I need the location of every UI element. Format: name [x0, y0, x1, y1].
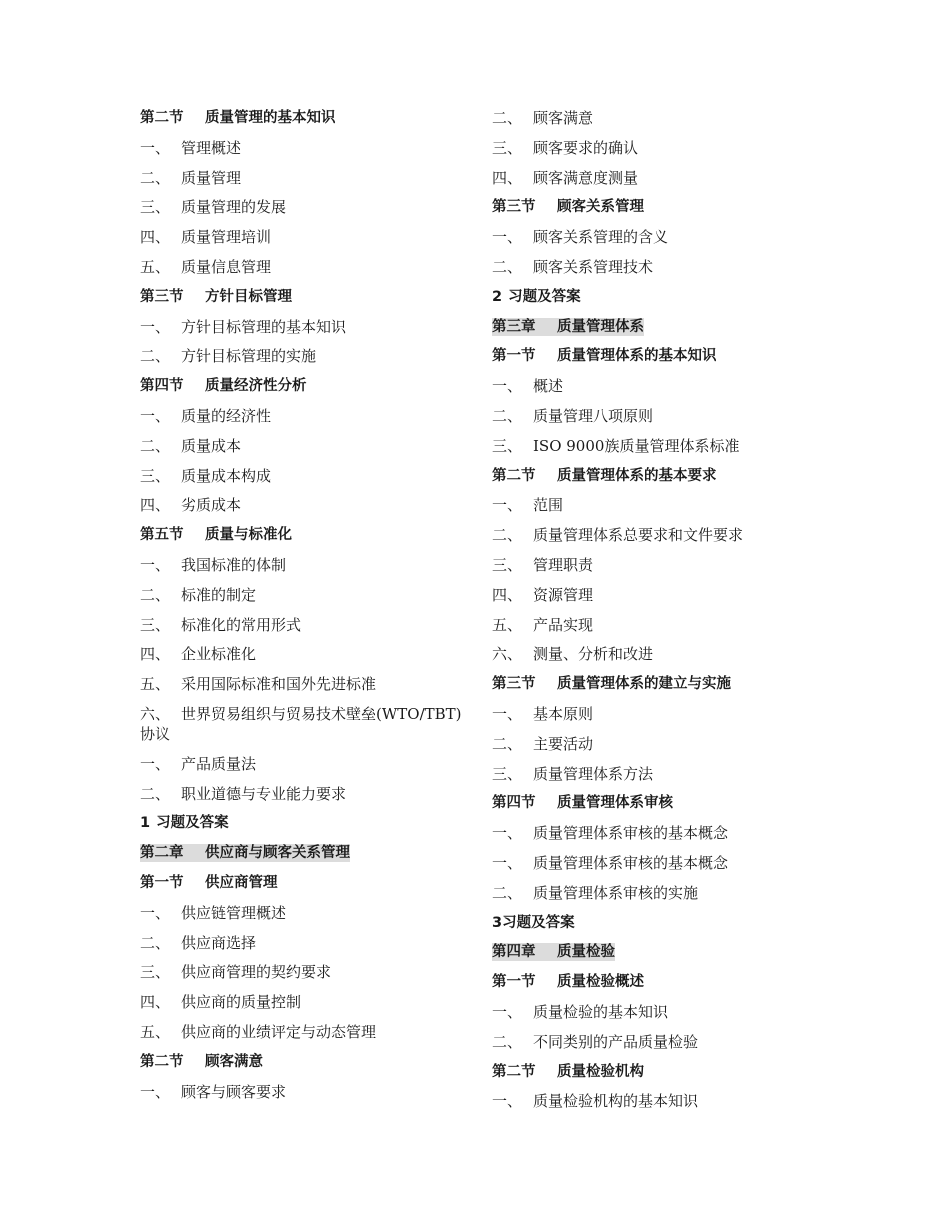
entry-title: 方针目标管理	[205, 288, 292, 305]
entry-number: 二、	[140, 168, 171, 187]
chapter-highlight	[492, 318, 644, 336]
toc-item	[492, 436, 792, 456]
entry-number: 第三节	[492, 199, 536, 216]
toc-item	[140, 168, 475, 188]
entry-title: 供应商的业绩评定与动态管理	[181, 1022, 377, 1041]
entry-title: 方针目标管理的基本知识	[181, 317, 347, 336]
toc-item	[140, 674, 475, 694]
toc-item	[492, 883, 792, 903]
toc-item	[140, 227, 475, 247]
toc-item	[140, 754, 475, 774]
entry-title: 质量管理八项原则	[533, 406, 654, 425]
entry-number: 二、	[140, 585, 171, 604]
toc-item	[492, 525, 792, 545]
toc-item	[140, 992, 475, 1012]
entry-title: 习题及答案	[508, 288, 581, 305]
entry-title: 供应商管理的契约要求	[181, 963, 332, 982]
entry-title: 供应商选择	[181, 933, 257, 952]
entry-number: 二、	[492, 734, 523, 753]
toc-item	[492, 168, 792, 188]
chapter-heading	[140, 843, 475, 863]
toc-item	[140, 406, 475, 426]
entry-number: 六、	[492, 645, 523, 664]
entry-number: 第五节	[140, 527, 184, 544]
entry-title: 顾客关系管理的含义	[533, 228, 669, 247]
entry-title: 供应商的质量控制	[181, 993, 302, 1012]
entry-title: 基本原则	[533, 704, 594, 723]
entry-title: 企业标准化	[181, 645, 257, 664]
toc-item	[140, 317, 475, 337]
entry-title: 质量信息管理	[181, 257, 272, 276]
entry-number: 二、	[492, 883, 523, 902]
entry-title: 顾客要求的确认	[533, 138, 639, 157]
entry-number: 一、	[140, 754, 171, 773]
entry-number: 第二节	[140, 1053, 184, 1070]
chapter-highlight	[140, 844, 350, 862]
entry-title: 质量管理体系审核的基本概念	[533, 824, 729, 843]
entry-number: 第一节	[140, 874, 184, 891]
entry-title: 采用国际标准和国外先进标准	[181, 675, 377, 694]
entry-number: 一、	[492, 228, 523, 247]
entry-title: 质量管理	[181, 168, 242, 187]
entry-number: 1	[140, 815, 151, 832]
entry-title: 质量管理体系的基本要求	[557, 467, 717, 484]
entry-title: 质量管理体系	[557, 318, 644, 335]
entry-number: 五、	[492, 615, 523, 634]
toc-item	[140, 1022, 475, 1042]
entry-number: 一、	[492, 1092, 523, 1111]
entry-number: 一、	[492, 704, 523, 723]
chapter-highlight	[492, 943, 615, 961]
toc-item	[492, 1002, 792, 1022]
entry-title: 主要活动	[533, 734, 594, 753]
toc-item	[492, 555, 792, 575]
entry-number: 一、	[140, 406, 171, 425]
entry-number: 四、	[140, 496, 171, 515]
entry-title: 质量检验机构	[557, 1063, 644, 1080]
section-heading	[492, 793, 792, 813]
toc-item	[140, 644, 475, 664]
entry-number: 六、	[140, 704, 171, 723]
entry-title: 测量、分析和改进	[533, 645, 654, 664]
toc-item	[492, 406, 792, 426]
toc-item	[492, 1032, 792, 1052]
entry-number: 三、	[492, 555, 523, 574]
entry-title: 质量与标准化	[205, 527, 292, 544]
entry-number: 第三章	[492, 318, 536, 335]
entry-title: 劣质成本	[181, 496, 242, 515]
exercise-heading	[492, 913, 792, 933]
entry-title: 质量经济性分析	[205, 378, 307, 395]
entry-number: 二、	[492, 109, 523, 127]
entry-number: 二、	[140, 436, 171, 455]
entry-title: 标准化的常用形式	[181, 615, 302, 634]
entry-number: 第二节	[492, 467, 536, 484]
entry-number: 二、	[492, 526, 523, 545]
chapter-heading	[492, 317, 792, 337]
entry-title: 职业道德与专业能力要求	[181, 784, 347, 803]
toc-item	[140, 495, 475, 515]
entry-number: 二、	[140, 933, 171, 952]
entry-number: 第二章	[140, 845, 184, 862]
entry-title: 产品实现	[533, 615, 594, 634]
entry-number: 第二节	[140, 110, 184, 126]
section-heading	[492, 197, 792, 217]
entry-title: ISO 9000族质量管理体系标准	[533, 436, 740, 455]
entry-number: 三、	[140, 963, 171, 982]
toc-item	[492, 764, 792, 784]
entry-number: 一、	[140, 555, 171, 574]
toc-item	[140, 257, 475, 277]
entry-title: 顾客关系管理技术	[533, 257, 654, 276]
section-heading	[140, 376, 475, 396]
entry-title: 产品质量法	[181, 754, 257, 773]
toc-item	[140, 436, 475, 456]
entry-title: 概述	[533, 377, 564, 396]
entry-number: 三、	[492, 764, 523, 783]
entry-number: 四、	[140, 228, 171, 247]
entry-title: 质量成本	[181, 436, 242, 455]
entry-title: 标准的制定	[181, 585, 257, 604]
toc-item	[492, 1091, 792, 1111]
toc-item	[140, 346, 475, 366]
entry-title: 质量管理体系总要求和文件要求	[533, 526, 744, 545]
entry-number: 3	[492, 914, 503, 931]
entry-title: 质量管理体系的建立与实施	[557, 676, 731, 693]
entry-number: 2	[492, 288, 503, 305]
entry-number: 五、	[140, 1022, 171, 1041]
entry-number: 三、	[140, 615, 171, 634]
entry-title: 质量管理的发展	[181, 198, 287, 217]
entry-title: 质量管理的基本知识	[205, 110, 336, 126]
section-heading	[140, 108, 475, 128]
section-heading	[140, 873, 475, 893]
toc-item	[140, 1082, 475, 1102]
entry-title: 供应商与顾客关系管理	[205, 845, 350, 862]
entry-title: 质量管理培训	[181, 228, 272, 247]
entry-number: 第一节	[492, 974, 536, 991]
toc-item	[140, 784, 475, 804]
toc-item	[492, 823, 792, 843]
entry-title: 质量检验概述	[557, 974, 644, 991]
entry-number: 一、	[140, 317, 171, 336]
entry-number: 一、	[492, 1002, 523, 1021]
toc-item	[492, 376, 792, 396]
entry-title: 质量管理体系审核的基本概念	[533, 853, 729, 872]
entry-title: 资源管理	[533, 585, 594, 604]
entry-number: 一、	[492, 853, 523, 872]
entry-number: 第四章	[492, 944, 536, 961]
chapter-heading	[492, 942, 792, 962]
toc-item	[492, 227, 792, 247]
entry-title: 质量检验机构的基本知识	[533, 1092, 699, 1111]
entry-title: 顾客满意	[533, 109, 594, 127]
entry-number: 五、	[140, 675, 171, 694]
section-heading	[492, 346, 792, 366]
entry-number: 第二节	[492, 1063, 536, 1080]
toc-item	[492, 108, 792, 128]
entry-number: 四、	[140, 993, 171, 1012]
entry-number: 第四节	[140, 378, 184, 395]
section-heading	[492, 674, 792, 694]
entry-title: 习题及答案	[502, 914, 575, 931]
entry-number: 一、	[492, 377, 523, 396]
toc-item	[492, 257, 792, 277]
entry-number: 三、	[140, 198, 171, 217]
toc-item	[492, 853, 792, 873]
entry-title: 方针目标管理的实施	[181, 347, 317, 366]
entry-number: 第三节	[140, 288, 184, 305]
entry-title: 顾客满意度测量	[533, 168, 639, 187]
toc-item	[492, 734, 792, 754]
entry-title: 顾客关系管理	[557, 199, 644, 216]
entry-title: 质量管理体系方法	[533, 764, 654, 783]
toc-item	[140, 466, 475, 486]
entry-number: 二、	[140, 347, 171, 366]
section-heading	[140, 1052, 475, 1072]
entry-title: 顾客与顾客要求	[181, 1082, 287, 1101]
entry-number: 五、	[140, 257, 171, 276]
entry-title: 质量管理体系审核	[557, 795, 673, 812]
entry-number: 第四节	[492, 795, 536, 812]
entry-number: 一、	[492, 496, 523, 515]
toc-item	[140, 197, 475, 217]
entry-number: 二、	[140, 784, 171, 803]
entry-title: 质量管理体系的基本知识	[557, 348, 717, 365]
entry-title: 质量检验	[557, 944, 615, 961]
entry-number: 第三节	[492, 676, 536, 693]
entry-title: 习题及答案	[156, 815, 229, 832]
toc-item	[140, 615, 475, 635]
entry-number: 二、	[492, 1032, 523, 1051]
toc-item	[140, 585, 475, 605]
entry-number: 三、	[140, 466, 171, 485]
toc-item	[140, 555, 475, 575]
entry-number: 一、	[492, 824, 523, 843]
section-heading	[140, 287, 475, 307]
entry-title: 世界贸易组织与贸易技术壁垒(WTO/TBT)协议	[140, 704, 462, 743]
entry-number: 四、	[492, 168, 523, 187]
toc-item	[492, 138, 792, 158]
toc-item	[140, 138, 475, 158]
toc-item	[140, 933, 475, 953]
toc-item	[492, 704, 792, 724]
toc-right-column	[492, 108, 792, 1121]
toc-item	[492, 644, 792, 664]
entry-title: 供应链管理概述	[181, 903, 287, 922]
entry-number: 三、	[492, 138, 523, 157]
entry-title: 质量成本构成	[181, 466, 272, 485]
entry-title: 质量管理体系审核的实施	[533, 883, 699, 902]
entry-number: 一、	[140, 138, 171, 157]
entry-title: 质量的经济性	[181, 406, 272, 425]
entry-number: 第一节	[492, 348, 536, 365]
toc-item	[140, 903, 475, 923]
toc-item	[140, 704, 475, 744]
entry-number: 四、	[140, 645, 171, 664]
entry-number: 四、	[492, 585, 523, 604]
toc-item	[492, 495, 792, 515]
exercise-heading	[140, 813, 475, 833]
entry-number: 二、	[492, 406, 523, 425]
entry-title: 范围	[533, 496, 564, 515]
entry-title: 质量检验的基本知识	[533, 1002, 669, 1021]
section-heading	[492, 972, 792, 992]
toc-item	[140, 962, 475, 982]
entry-title: 我国标准的体制	[181, 555, 287, 574]
entry-title: 不同类别的产品质量检验	[533, 1032, 699, 1051]
entry-number: 一、	[140, 903, 171, 922]
toc-left-column	[140, 108, 475, 1111]
section-heading	[492, 1062, 792, 1082]
entry-number: 一、	[140, 1082, 171, 1101]
entry-number: 二、	[492, 257, 523, 276]
section-heading	[492, 466, 792, 486]
exercise-heading	[492, 287, 792, 307]
toc-item	[492, 585, 792, 605]
entry-title: 管理概述	[181, 138, 242, 157]
section-heading	[140, 525, 475, 545]
entry-title: 供应商管理	[205, 874, 278, 891]
entry-title: 顾客满意	[205, 1053, 263, 1070]
toc-item	[492, 615, 792, 635]
entry-title: 管理职责	[533, 555, 594, 574]
entry-number: 三、	[492, 436, 523, 455]
